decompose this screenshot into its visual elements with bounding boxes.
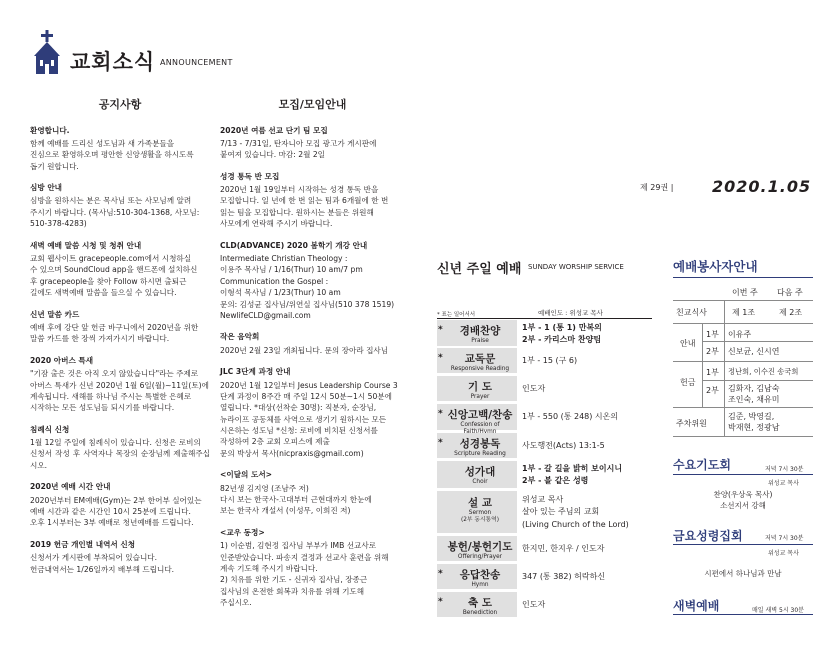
recruit-item: [220, 331, 405, 356]
order-detail: 위성교 목사 살아 있는 주님의 교회 (Living Church of the Lord): [522, 495, 629, 529]
next-week-header: 다음 주: [777, 288, 803, 297]
order-name-en: Scripture Reading: [454, 451, 506, 457]
notice-body: 교회 웹사이트 gracepeople.com에서 시청하실 수 있으며 SoundCloud app을 핸드폰에 설치하신 후 gracepeople을 찾아 Follow 하시면 출퇴근 길에도 새벽예배 말씀을 들으실 수 있습니다.: [30, 254, 198, 298]
order-name: [445, 495, 515, 524]
divider: [673, 544, 813, 545]
notices-column: [30, 97, 210, 585]
recruit-item: [220, 527, 405, 609]
order-name-en: Sermon (2부 동시통역): [460, 510, 500, 524]
recruit-title: 성경 통독 반 모집: [220, 171, 280, 181]
notice-item: [30, 481, 210, 529]
recruit-body: 7/13 - 7/31일, 탄자니아 모집 광고가 게시판에 붙여져 있습니다. 마감: 2월 2일: [220, 138, 377, 160]
order-detail: 1부 - 갈 길을 밝히 보이시니 2부 - 볼 같은 성령: [522, 464, 623, 486]
notice-body: 2020년부터 EM예배(Gym)는 2부 한어부 실어있는 예배 시간과 같은 시간인 10시 25분에 드립니다. 오후 1시부터는 3부 예배로 청년예배를 드립니다.: [30, 495, 202, 528]
notice-body: 신청서가 게시판에 부착되어 있습니다. 헌금내역서는 1/26일까지 배부해 드립니다.: [30, 553, 175, 574]
notice-body: 예배 후에 강단 앞 헌금 바구니에서 2020년을 위한 말씀 카드를 한 장씩 가져가시기 바랍니다.: [30, 322, 199, 344]
volunteer-part: 1부: [706, 368, 719, 377]
order-name-en: Offering/Prayer: [457, 554, 503, 560]
stand-marker: *: [438, 569, 443, 579]
worship-leader: 예배인도 : 위성교 목사: [538, 309, 603, 317]
recruit-item: [220, 366, 405, 459]
volunteer-label: 주차위원: [676, 419, 707, 428]
order-name-ko: 응답찬송: [459, 569, 501, 581]
recruit-title: 2020년 여름 선교 단기 팀 모집: [220, 125, 328, 135]
order-name-ko: 경배찬양: [459, 325, 501, 337]
order-name-en: Hymn: [471, 582, 489, 588]
recruit-body: 2020년 1월 12일부터 Jesus Leadership Course 3 단계 과정이 8주간 매 주일 12시 50분~1시 50분에 열립니다. *대상(선착순 30명): 직분자, 순장님, 뉴라이프 공동체를 사역으로 생기기 원하시는 모든 시온하는 성도님 *신청: 로비에 비치된 신청서를 작성하여 2층 교회 오피스에 제출 문의 박상서 목사(nicpraxis@gmail.com): [220, 380, 398, 458]
recruit-body: 2020년 1월 19일부터 시작하는 성경 통독 반을 모집합니다. 일 년에 한 번 읽는 팀과 6개월에 한 번 읽는 팀을 모집합니다. 원하시는 분들은 위원해 사모에게 연락해 주시기 바랍니다.: [220, 185, 389, 229]
divider: [702, 341, 813, 342]
stand-marker: *: [438, 438, 443, 448]
order-name-en: Praise: [471, 338, 489, 344]
volunteer-label: 헌금: [680, 378, 696, 387]
recruit-item: [220, 125, 405, 161]
order-detail: 사도행전(Acts) 13:1-5: [522, 441, 605, 450]
volunteer-next: 제 2조: [779, 308, 803, 317]
order-name-en: Benediction: [462, 610, 498, 616]
recruit-body: Intermediate Christian Theology : 이용주 목사님 / 1/16(Thur) 10 am/7 pm Communication the Gospel : 이형석 목사님 / 1/23(Thur) 10 am 문의: 김성균 집사님/위연실 집사님(510 378 1519) NewlifeCLD@gmail.com: [220, 254, 395, 320]
worship-title-en: SUNDAY WORSHIP SERVICE: [528, 263, 624, 271]
stand-marker: *: [438, 409, 443, 419]
order-row-confession: [437, 404, 652, 430]
order-name-ko: 교독문: [464, 353, 496, 365]
order-name-ko: 설 교: [468, 497, 492, 509]
notice-title: 2020년 예배 시간 안내: [30, 482, 111, 492]
order-name-ko: 신앙고백/찬송: [447, 409, 513, 421]
volunteer-part: 2부: [706, 386, 719, 395]
notice-item: [30, 539, 210, 575]
order-name: [445, 323, 515, 345]
volunteer-now: 정난희, 이수진 송국희: [728, 367, 799, 376]
volunteer-label: 친교식사: [676, 308, 707, 317]
notice-item: [30, 424, 210, 472]
notice-title: 새벽 예배 말씀 시청 및 청취 안내: [30, 240, 142, 250]
notice-title: 2020 아버스 특새: [30, 355, 94, 365]
divider: [673, 436, 813, 437]
order-detail: 인도자: [522, 600, 546, 609]
notice-item: [30, 182, 210, 230]
order-name-en: Choir: [472, 479, 488, 485]
divider: [673, 614, 813, 615]
order-detail: 1부 - 550 (통 248) 시온의: [522, 412, 619, 421]
recruit-body: 2020년 2월 23일 개최됩니다. 문의 장아라 집사님: [220, 345, 389, 355]
order-row-prayer: [437, 376, 652, 401]
divider: [702, 324, 703, 407]
order-name: [445, 539, 515, 561]
volunteer-part: 1부: [706, 330, 719, 339]
friday-time: 저녁 7시 30분: [765, 535, 804, 542]
order-row-praise: [437, 320, 652, 346]
recruit-title: <이달의 도서>: [220, 470, 273, 480]
order-name: [445, 379, 515, 401]
order-name-en: Confession of: [460, 422, 500, 428]
notice-body: 함께 예배를 드리신 성도님과 새 가족분들을 진심으로 환영하오며 평안한 신앙생활을 하시도록 돕기 원합니다.: [30, 138, 194, 171]
notice-title: 심방 안내: [30, 183, 62, 193]
divider: [437, 318, 652, 319]
order-name-ko: 축 도: [468, 597, 492, 609]
notice-item: [30, 309, 210, 345]
dawn-time: 매일 새벽 5시 30분: [752, 607, 804, 614]
recruit-item: [220, 171, 405, 230]
order-row-sermon: [437, 491, 652, 533]
dawn-title: 새벽예배: [673, 599, 720, 613]
recruit-title: CLD(ADVANCE) 2020 봄학기 개강 안내: [220, 240, 368, 250]
divider: [673, 474, 813, 475]
notice-title: 침례식 신청: [30, 424, 70, 434]
notice-body: 1월 12일 주일에 침례식이 있습니다. 신청은 로비의 신청서 작성 후 사역자나 목장의 순장님께 제출해주십시오.: [30, 438, 210, 470]
order-row-hymn: [437, 564, 652, 589]
notice-title: 환영합니다.: [30, 125, 70, 135]
stand-marker: *: [438, 353, 443, 363]
divider: [673, 300, 813, 301]
worship-title: 신년 주일 예배: [437, 262, 522, 277]
recruit-heading: 모집/모임안내: [278, 98, 347, 111]
order-name: [445, 567, 515, 589]
order-name: [445, 595, 515, 617]
volunteer-now: 신보균, 신시연: [728, 347, 780, 356]
issue-date: 2020.1.05: [712, 177, 812, 196]
wednesday-title: 수요기도회: [673, 458, 731, 472]
order-detail: 인도자: [522, 384, 546, 393]
order-name: [445, 436, 515, 458]
recruit-title: <교우 동정>: [220, 527, 265, 537]
volunteer-now: 김준, 박영길, 박재현, 정광남: [728, 412, 780, 433]
order-name-ko: 봉헌/봉헌기도: [447, 541, 513, 553]
order-detail: 1부 - 15 (구 6): [522, 356, 578, 365]
friday-body: 시편에서 하나님과 만남: [704, 569, 782, 578]
stand-marker: *: [438, 597, 443, 607]
recruit-title: JLC 3단계 과정 안내: [220, 367, 291, 377]
divider: [673, 277, 813, 278]
notice-body: 심방을 원하시는 분은 목사님 또는 사모님께 알려 주시기 바랍니다. (목사님:510-304-1368, 사모님: 510-378-4283): [30, 196, 200, 229]
divider: [702, 380, 813, 381]
divider: [673, 361, 813, 362]
stand-marker: *: [438, 325, 443, 335]
order-row-benediction: [437, 592, 652, 617]
order-name-ko: 성가대: [464, 466, 496, 478]
notices-heading: 공지사항: [98, 98, 142, 111]
wednesday-leader: 위성교 목사: [768, 480, 799, 487]
wednesday-body: 찬양(우상욱 목사) 소선지서 강해: [713, 490, 773, 510]
recruit-title: 작은 음악회: [220, 332, 260, 342]
issue-number: 제 29권 |: [640, 183, 674, 192]
order-name-ko: 기 도: [468, 381, 492, 393]
order-row-choir: [437, 461, 652, 488]
order-name-en: Prayer: [470, 394, 490, 400]
wednesday-time: 저녁 7시 30분: [765, 466, 804, 473]
volunteer-now: 이유주: [728, 330, 752, 339]
notice-item: [30, 240, 210, 299]
page-subtitle: ANNOUNCEMENT: [160, 58, 233, 67]
notice-title: 2019 헌금 개인별 내역서 신청: [30, 539, 136, 549]
notice-title: 신년 말씀 카드: [30, 309, 80, 319]
order-name: [445, 464, 515, 486]
page-title: 교회소식: [70, 50, 156, 74]
order-name-ko: 성경봉독: [459, 438, 501, 450]
divider: [673, 407, 813, 408]
notice-body: "기잠 출은 것은 아직 오지 않았습니다"라는 주제로 아버스 특새가 신년 2020년 1월 6일(월)~11일(토)에 계속됩니다. 새해를 하나님 주시는 특별한 은혜로 시작하는 모든 성도님들 되시기를 바랍니다.: [30, 369, 209, 413]
order-detail: 한지민, 한지우 / 인도자: [522, 544, 605, 553]
volunteer-part: 2부: [706, 347, 719, 356]
recruit-column: [220, 97, 405, 619]
divider: [673, 323, 813, 324]
friday-title: 금요성령집회: [673, 529, 743, 543]
divider: [724, 301, 725, 436]
order-name: [445, 351, 515, 373]
church-icon: [32, 30, 62, 74]
volunteers-title: 예배봉사자안내: [673, 259, 758, 274]
order-row-responsive: [437, 348, 652, 373]
volunteer-label: 안내: [680, 339, 696, 348]
notice-item: [30, 355, 210, 414]
recruit-body: 82년생 김지영 (조남주 저) 다시 보는 한국사-고대부터 근현대까지 한눈에 보는 한국사 개설서 (이성무, 이희진 저): [220, 483, 372, 516]
notice-item: [30, 125, 210, 173]
friday-leader: 위성교 목사: [768, 550, 799, 557]
volunteer-now: 제 1조: [732, 308, 756, 317]
standing-legend: * 표는 일어서서: [437, 312, 476, 318]
recruit-item: [220, 469, 405, 517]
recruit-item: [220, 240, 405, 322]
recruit-body: 1) 이순범, 김현정 집사님 부부가 IMB 선교사로 인준받았습니다. 파송지 결정과 선교사 훈련을 위해 계속 기도해 주시기 바랍니다. 2) 치유를 위한 기도 - 신귀자 집사님, 장종근 집사님의 온전한 회복과 치유를 위해 기도해 주십시오.: [220, 541, 389, 608]
this-week-header: 이번 주: [732, 288, 758, 297]
order-detail: 347 (통 382) 허락하신: [522, 572, 606, 581]
order-name-en: Responsive Reading: [450, 366, 510, 372]
order-row-scripture: [437, 433, 652, 458]
order-detail: 1부 - 1 (통 1) 만복의 2부 - 카리스마 찬양팀: [522, 323, 602, 345]
order-row-offering: [437, 536, 652, 561]
volunteer-now: 김화자, 김남숙 조인숙, 채유미: [728, 384, 780, 405]
